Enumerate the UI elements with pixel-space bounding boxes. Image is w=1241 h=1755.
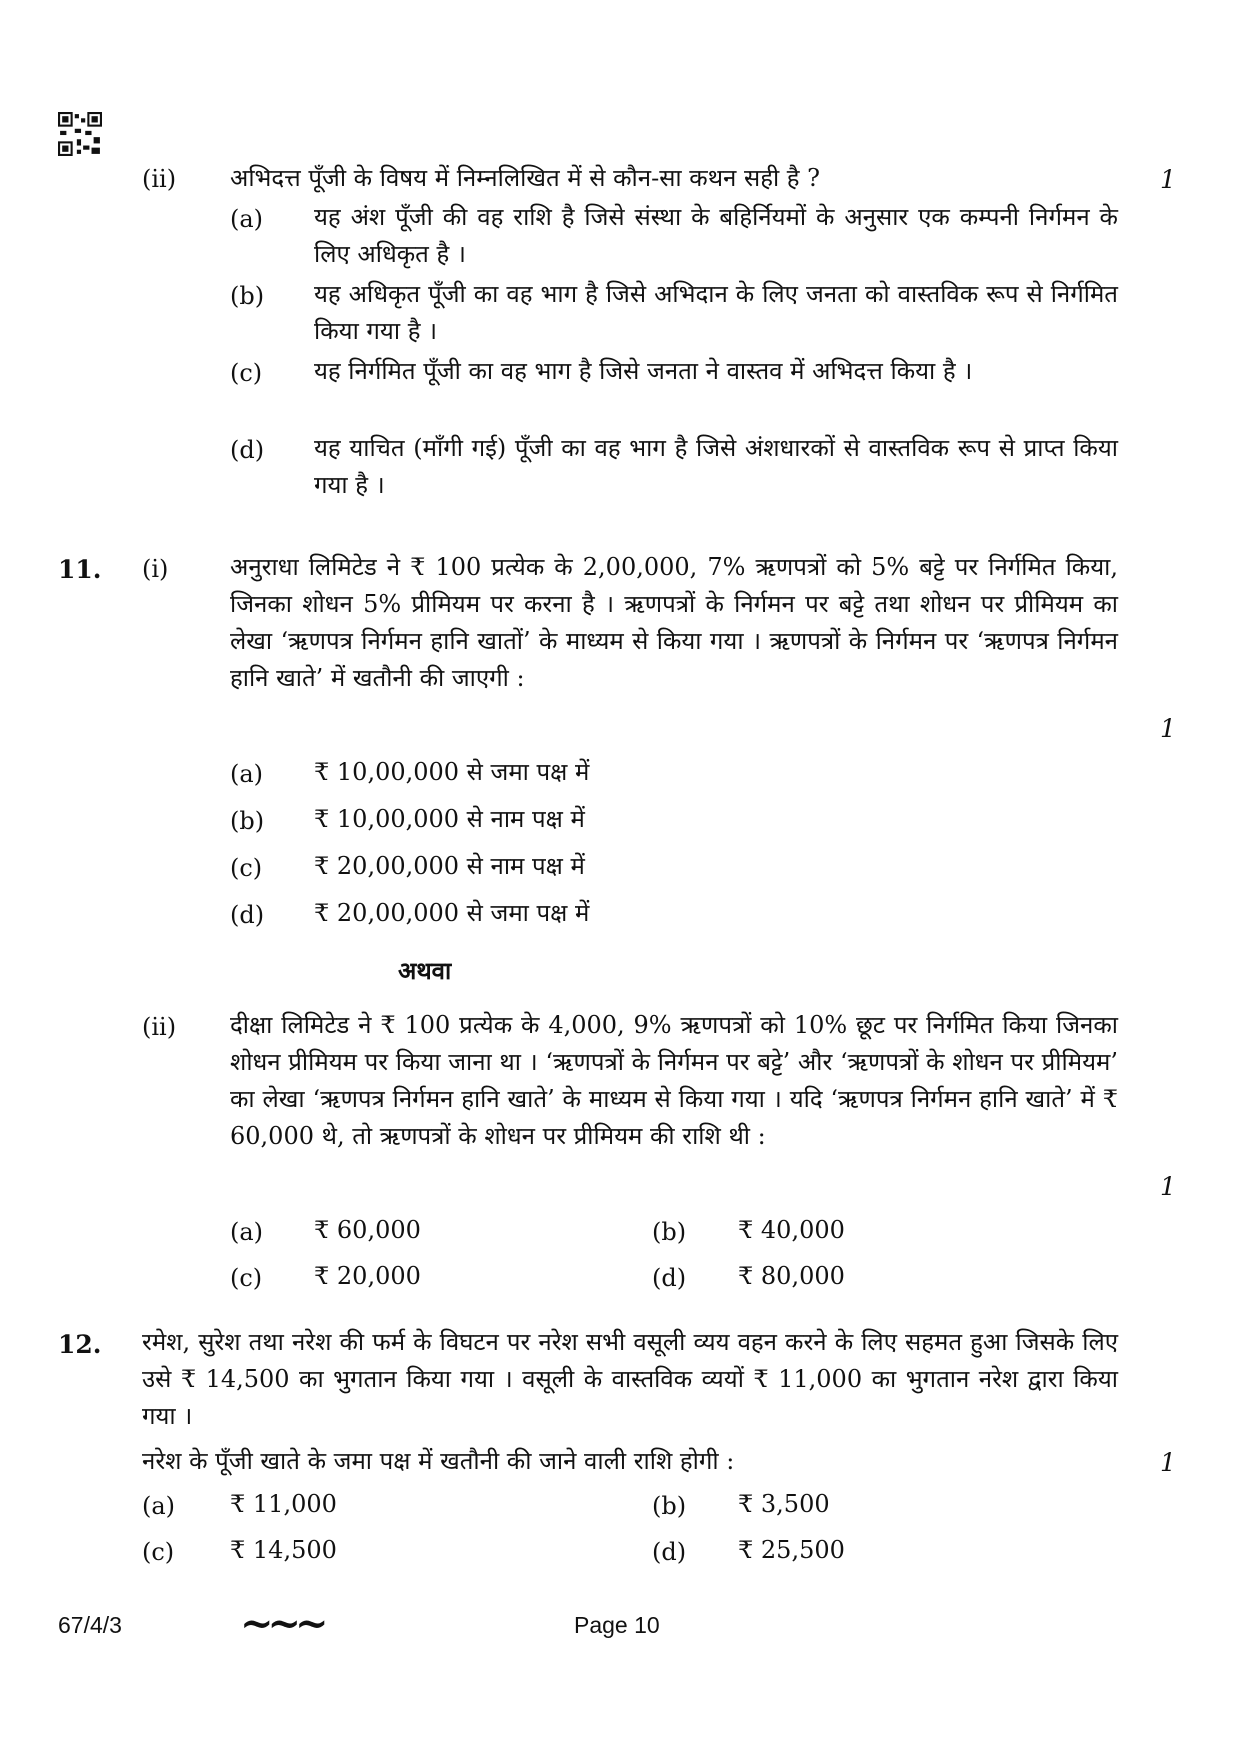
- q10-option-d-label: (d): [230, 436, 265, 464]
- qr-code-icon: [58, 112, 102, 156]
- q11i-option-b-label: (b): [230, 807, 265, 835]
- q10-option-d-text: यह याचित (माँगी गई) पूँजी का वह भाग है जिसे अंशधारकों से वास्तविक रूप से प्राप्त किया गया है ।: [314, 434, 1118, 499]
- q12-option-b-text: ₹ 3,500: [738, 1490, 830, 1518]
- q10-option-b-text: यह अधिकृत पूँजी का वह भाग है जिसे अभिदान के लिए जनता को वास्तविक रूप से निर्गमित किया गया है ।: [314, 280, 1118, 345]
- q11ii-option-b-label: (b): [652, 1218, 687, 1246]
- q11ii-option-c-text: ₹ 20,000: [314, 1262, 421, 1290]
- question-10-part-ii-text: अभिदत्त पूँजी के विषय में निम्नलिखित में से कौन-सा कथन सही है ?: [230, 164, 821, 192]
- q12-option-a-text: ₹ 11,000: [230, 1490, 337, 1518]
- q11ii-option-d-label: (d): [652, 1264, 687, 1292]
- q10-option-b-label: (b): [230, 282, 265, 310]
- question-11-part-i-label: (i): [142, 555, 169, 583]
- q11ii-option-a-text: ₹ 60,000: [314, 1216, 421, 1244]
- q11i-option-d-label: (d): [230, 901, 265, 929]
- question-11-number: 11.: [58, 555, 102, 584]
- q11ii-option-a-label: (a): [230, 1218, 264, 1246]
- q11i-option-a-text: ₹ 10,00,000 से जमा पक्ष में: [314, 758, 590, 786]
- q11ii-option-b-text: ₹ 40,000: [738, 1216, 845, 1244]
- paper-code: 67/4/3: [58, 1612, 122, 1638]
- q12-option-a-label: (a): [142, 1492, 176, 1520]
- q11ii-option-d-text: ₹ 80,000: [738, 1262, 845, 1290]
- q11i-option-a-label: (a): [230, 760, 264, 788]
- or-separator: अथवा: [398, 956, 452, 985]
- question-11-part-i-text: अनुराधा लिमिटेड ने ₹ 100 प्रत्येक के 2,00,000, 7% ऋणपत्रों को 5% बट्टे पर निर्गमित किया, जिनका शोधन 5% प्रीमियम पर करना है । ऋणपत्रों के निर्गमन पर बट्टे तथा शोधन पर प्रीमियम का लेखा ‘ऋणपत्र निर्गमन हानि खातों’ के माध्यम से किया गया । ऋणपत्रों के निर्गमन पर ‘ऋणपत्र निर्गमन हानि खाते’ में खतौनी की जाएगी :: [230, 553, 1118, 692]
- question-12-marks: 1: [1160, 1448, 1176, 1477]
- q12-option-c-label: (c): [142, 1538, 175, 1566]
- q11ii-option-c-label: (c): [230, 1264, 263, 1292]
- q12-option-c-text: ₹ 14,500: [230, 1536, 337, 1564]
- q12-option-b-label: (b): [652, 1492, 687, 1520]
- q10-option-c-label: (c): [230, 359, 263, 387]
- q12-option-d-label: (d): [652, 1538, 687, 1566]
- question-10-part-ii-label: (ii): [142, 165, 177, 193]
- question-11-part-ii-text: दीक्षा लिमिटेड ने ₹ 100 प्रत्येक के 4,000, 9% ऋणपत्रों को 10% छूट पर निर्गमित किया जिनका शोधन प्रीमियम पर किया जाना था । ‘ऋणपत्रों के निर्गमन पर बट्टे’ और ‘ऋणपत्रों के शोधन पर प्रीमियम’ का लेखा ‘ऋणपत्र निर्गमन हानि खाते’ के माध्यम से किया गया । यदि ‘ऋणपत्र निर्गमन हानि खाते’ में ₹ 60,000 थे, तो ऋणपत्रों के शोधन पर प्रीमियम की राशि थी :: [230, 1011, 1118, 1150]
- q10-option-a-label: (a): [230, 205, 264, 233]
- q12-option-d-text: ₹ 25,500: [738, 1536, 845, 1564]
- question-11-part-ii-label: (ii): [142, 1013, 177, 1041]
- q11i-option-d-text: ₹ 20,00,000 से जमा पक्ष में: [314, 899, 590, 927]
- question-11-part-i-marks: 1: [1160, 714, 1176, 743]
- page-number: Page 10: [574, 1612, 660, 1638]
- q10-option-c-text: यह निर्गमित पूँजी का वह भाग है जिसे जनता ने वास्तव में अभिदत्त किया है ।: [314, 357, 973, 385]
- footer-ornament: ~~~: [240, 1600, 323, 1647]
- q11i-option-c-text: ₹ 20,00,000 से नाम पक्ष में: [314, 852, 585, 880]
- question-12-text: रमेश, सुरेश तथा नरेश की फर्म के विघटन पर नरेश सभी वसूली व्यय वहन करने के लिए सहमत हुआ जिसके लिए उसे ₹ 14,500 का भुगतान किया गया । वसूली के वास्तविक व्ययों ₹ 11,000 का भुगतान नरेश द्वारा किया गया ।: [142, 1328, 1118, 1430]
- question-12-number: 12.: [58, 1330, 102, 1359]
- q10-option-a-text: यह अंश पूँजी की वह राशि है जिसे संस्था के बहिर्नियमों के अनुसार एक कम्पनी निर्गमन के लिए अधिकृत है ।: [314, 203, 1118, 268]
- question-12-text-2: नरेश के पूँजी खाते के जमा पक्ष में खतौनी की जाने वाली राशि होगी :: [142, 1447, 735, 1475]
- question-10-part-ii-marks: 1: [1160, 165, 1176, 194]
- q11i-option-c-label: (c): [230, 854, 263, 882]
- question-11-part-ii-marks: 1: [1160, 1172, 1176, 1201]
- q11i-option-b-text: ₹ 10,00,000 से नाम पक्ष में: [314, 805, 585, 833]
